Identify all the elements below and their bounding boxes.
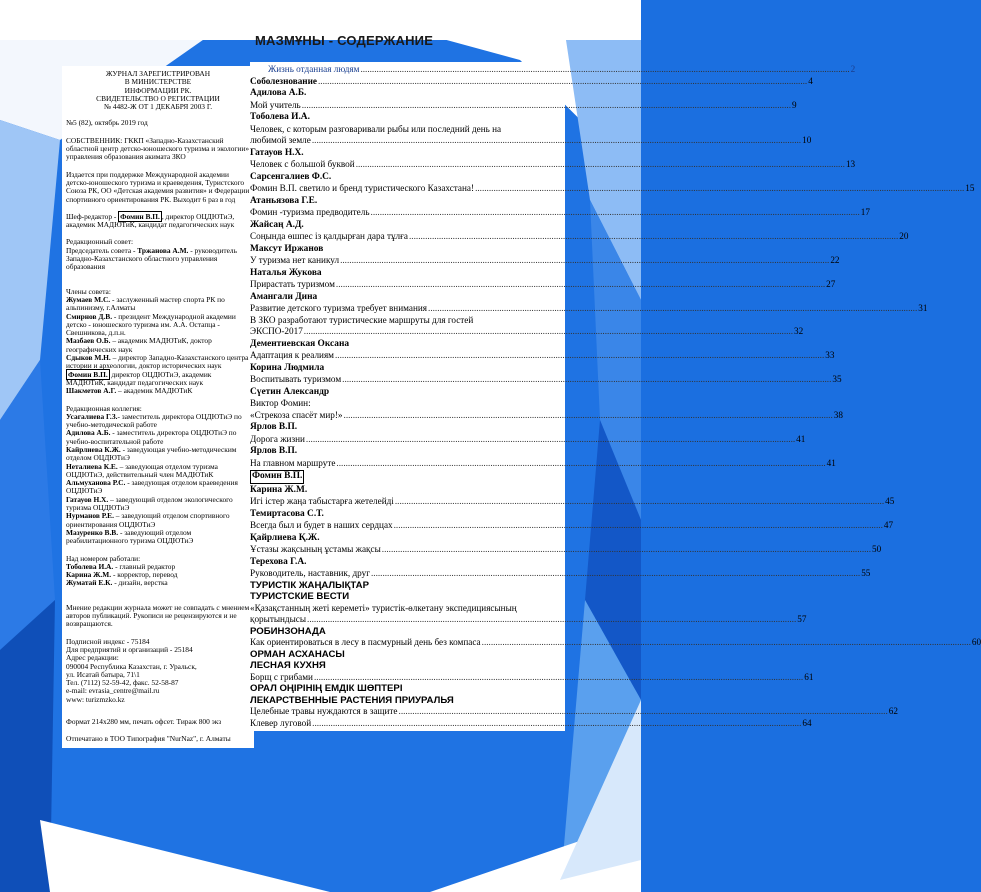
toc-author: Корина Людмила (250, 362, 325, 373)
toc-leader-dots (482, 637, 971, 649)
member-entry: Жумаев М.С. - заслуженный мастер спорта РК по альпинизму, г.Алматы (66, 294, 225, 313)
toc-section-heading: ОРАЛ ОҢІРІНІҢ ЕМДІК ШӨПТЕРІ (250, 683, 403, 694)
contact-line: Адрес редакции: (66, 653, 119, 663)
toc-author: Атаньязова Г.Е. (250, 195, 318, 206)
contact-line: ул. Исатай батыра, 71\1 (66, 669, 140, 679)
toc-page-number: 50 (872, 544, 882, 554)
toc-leader-dots (344, 410, 833, 422)
toc-entry[interactable] (250, 350, 835, 362)
toc-leader-dots (318, 76, 807, 88)
toc-author: Гатауов Н.Х. (250, 147, 304, 158)
toc-leader-dots (336, 279, 825, 291)
toc-page-number: 20 (899, 231, 909, 241)
toc-leader-dots (340, 255, 829, 267)
toc-author: Фомин В.П. (250, 469, 565, 484)
toc-page-number: 31 (918, 303, 928, 313)
toc-page-number: 38 (833, 409, 843, 420)
members-heading: Члены совета: (66, 286, 111, 296)
toc-leader-dots (302, 100, 791, 112)
toc-entry-title: Целебные травы нуждаются в защите (250, 706, 398, 716)
toc-entry-title: Ұстазы жақсының ұстамы жақсы (250, 544, 381, 554)
toc-section-heading: ОРМАН АСХАНАСЫ (250, 648, 345, 660)
toc-entry-title: Прирастать туризмом (250, 279, 335, 289)
toc-author: Тоболева И.А. (250, 112, 310, 122)
owner-text: СОБСТВЕННИК: ГККП «Западно-Казахстанский областной центр детско-юношеского туризма и экологии» управления образования акимата ЗКО (66, 135, 250, 162)
contact-line: www: turizmzko.kz (66, 694, 125, 704)
toc-page-number: 17 (860, 207, 870, 217)
council-heading: Редакционный совет: (66, 237, 134, 247)
toc-entry-title: Жизнь отданная людям (268, 64, 360, 74)
staff-entry: Тоболева И.А. - главный редактор (66, 561, 176, 571)
board-list (66, 413, 250, 546)
contact-line: Для предприятий и организаций - 25184 (66, 644, 193, 654)
toc-page-number: 41 (796, 433, 806, 444)
toc-title-line: «Қазақстанның жеті кереметі» туристік-өлкетану экспедициясының (250, 602, 517, 613)
toc-entry[interactable] (250, 433, 806, 446)
toc-leader-dots (335, 350, 824, 362)
published-text: Издается при поддержке Международной академии детско-юношеского туризма и краеведения, Туристского Союза РК, ОО «Детская академия развития» и Федерации спортивного ориентирования РК. Выходит 6 раз в год (66, 169, 250, 204)
toc-leader-dots (314, 672, 803, 684)
disclaimer-text: Мнение редакции журнала может не совпадать с мнением авторов публикаций. Рукописи не рецензируются и не возвращаются. (66, 602, 250, 629)
toc-entry-title: Соңында өшпес із қалдырған дара тұлға (250, 231, 408, 241)
toc-leader-dots (360, 64, 849, 76)
toc-entry-title: Фомин -туризма предводитель (250, 207, 370, 217)
toc-entry-title: Руководитель, наставник, друг (250, 568, 370, 578)
toc-entry[interactable] (250, 135, 812, 147)
toc-entry[interactable] (250, 64, 856, 76)
toc-entry-title: «Стрекоза спасёт мир!» (250, 409, 343, 420)
toc-author: Сүетин Александр (250, 386, 330, 397)
toc-section-heading: ТУРИСТІК ЖАҢАЛЫҚТАР (250, 579, 369, 591)
toc-entry[interactable] (250, 614, 807, 626)
toc-entry-title: У туризма нет каникул (250, 255, 340, 265)
contact-line: Подписной индекс - 75184 (66, 636, 150, 646)
toc-author: Максут Иржанов (250, 243, 324, 254)
board-entry: Гатауов Н.Х. – заведующий отделом экологического туризма ОЦДЮТиЭ (66, 494, 233, 513)
toc-entry-title: Человек с большой буквой (250, 159, 355, 169)
toc-entry[interactable] (250, 717, 812, 730)
member-entry: Фомин В.П. директор ОЦДЮТиЭ, академик МАДЮТиК, кандидат педагогических наук (66, 369, 212, 387)
toc-entry[interactable] (250, 183, 975, 195)
toc-entry[interactable] (250, 457, 836, 470)
chief-editor: Шеф-редактор - Фомин В.П. , директор ОЦДЮТиЭ, академик МАДЮТиК, кандидат педагогических наук (66, 211, 235, 230)
toc-entry-title: Как ориентироваться в лесу в пасмурный день без компаса (250, 637, 481, 647)
staff-heading: Над номером работали: (66, 553, 141, 563)
toc-entry[interactable] (250, 374, 842, 386)
toc-entry[interactable] (250, 671, 814, 684)
contact-line: e-mail: evrasia_centre@mail.ru (66, 686, 160, 696)
toc-entry-title: любимой земле (250, 135, 311, 145)
toc-author: Наталья Жукова (250, 267, 322, 278)
toc-leader-dots (371, 568, 860, 580)
toc-leader-dots (306, 434, 795, 446)
toc-page-number: 57 (797, 614, 807, 624)
toc-leader-dots (356, 159, 845, 171)
toc-page-number: 47 (883, 520, 894, 530)
toc-author: Ярлов В.П. (250, 422, 298, 432)
toc-entry-title: Клевер луговой (250, 717, 312, 728)
toc-entry[interactable] (250, 568, 871, 580)
board-entry: Усагалиева Г.З.- заместитель директора ОЦДЮТиЭ по учебно-методической работе (66, 411, 242, 430)
contact-line: Тел. (7112) 52-59-42, факс. 52-58-87 (66, 678, 179, 688)
toc-leader-dots (399, 706, 888, 718)
toc-section-heading: РОБИНЗОНАДА (250, 625, 326, 637)
toc-leader-dots (336, 458, 825, 470)
toc-page-number: 64 (802, 717, 812, 728)
toc-author: Карина Ж.М. (250, 484, 308, 495)
toc-page-number: 62 (888, 706, 898, 716)
imprint-column (62, 66, 254, 748)
members-list (66, 296, 250, 396)
toc-page-number: 10 (802, 135, 812, 145)
toc-author: Дементиевская Оксана (250, 338, 350, 349)
toc-entry-title: Развитие детского туризма требует внимания (250, 303, 428, 313)
toc-entry[interactable] (250, 207, 870, 219)
toc-entry[interactable] (250, 326, 804, 338)
board-entry: Нурманов Р.Е. – заведующий отделом спортивного ориентирования ОЦДЮТиЭ (66, 511, 230, 529)
toc-entry[interactable] (250, 255, 840, 267)
toc-page-number: 22 (830, 255, 840, 265)
staff-list (66, 563, 250, 588)
toc-entry-title: Фомин В.П. светило и бренд туристического Казахстана! (250, 183, 475, 193)
toc-entry[interactable] (250, 520, 894, 532)
toc-entry[interactable] (250, 496, 895, 508)
toc-page-number: 4 (808, 75, 813, 86)
member-entry: Шакметов А.Г. – академик МАДЮТиК (66, 386, 193, 396)
toc-title-line: Человек, с которым разговаривали рыбы или последний день на (250, 123, 502, 134)
toc-leader-dots (342, 374, 831, 386)
toc-entry[interactable] (250, 75, 813, 88)
board-entry: Мазуренко В.В. - заведующий отделом реабилитационного туризма ОЦДЮТиЭ (66, 527, 194, 546)
toc-leader-dots (475, 183, 964, 195)
toc-page-number: 15 (965, 183, 975, 193)
board-entry: Альмуханова Р.С. - заведующая отделом краеведения ОЦДЮТиЭ (66, 478, 238, 496)
toc-section-heading: ТУРИСТСКИЕ ВЕСТИ (250, 591, 350, 602)
toc-entry-title: Адаптация к реалиям (250, 350, 334, 360)
toc-page-number: 9 (791, 99, 797, 110)
toc-entry[interactable] (250, 159, 856, 171)
toc-page-number: 55 (861, 568, 871, 578)
toc-entry[interactable] (250, 544, 882, 556)
toc-entry-title: Борщ с грибами (250, 671, 313, 682)
board-entry: Кайрлиева К.Ж. - заведующая учебно-методическим отделом ОЦДЮТиЭ (66, 444, 237, 463)
toc-page-number: 35 (832, 374, 842, 384)
toc-page-number: 2 (850, 64, 856, 74)
toc-page-number: 60 (971, 637, 981, 647)
issue-number: №5 (82), октябрь 2019 год (66, 118, 148, 128)
toc-page-number: 41 (826, 457, 836, 468)
printed-text: Отпечатано в ТОО Типография "NurNaz", г. Алматы (66, 734, 231, 744)
toc-entry-title: Соболезнование (250, 75, 317, 86)
toc-leader-dots (428, 303, 917, 315)
toc-title-line: Виктор Фомин: (250, 398, 311, 408)
toc-section-heading: ЛЕКАРСТВЕННЫЕ РАСТЕНИЯ ПРИУРАЛЬЯ (250, 694, 454, 706)
toc-leader-dots (312, 135, 801, 147)
toc-entry[interactable] (250, 409, 843, 422)
staff-entry: Карина Ж.М. - корректор, перевод (66, 570, 178, 580)
toc-entry-title: Дорога жизни (250, 433, 305, 444)
toc-author: Ярлов В.П. (250, 446, 298, 456)
board-entry: Неталиева К.Е. – заведующая отделом туризма ОЦДЮТиЭ, действительный член МАДЮТиК (66, 461, 218, 479)
contact-line: 090004 Республика Казахстан, г. Уральск, (66, 661, 197, 671)
toc-entry[interactable] (250, 303, 928, 315)
toc-entry[interactable] (250, 231, 909, 243)
toc-author: Терехова Г.А. (250, 556, 307, 567)
toc-page-number: 33 (825, 350, 835, 360)
toc-entry-title: Игі істер жаңа табыстарға жетелейді (250, 496, 394, 506)
toc-page-number: 32 (794, 326, 804, 336)
registration-block: ЖУРНАЛ ЗАРЕГИСТРИРОВАН В МИНИСТЕРСТВЕ ИНФОРМАЦИИ РК. СВИДЕТЕЛЬСТВО О РЕГИСТРАЦИИ № 4482-Ж ОТ 1 ДЕКАБРЯ 2003 Г. (96, 69, 220, 112)
format-text: Формат 214х280 мм, печать офсет. Тираж 800 экз (66, 717, 222, 726)
toc-leader-dots (394, 520, 883, 532)
toc-leader-dots (409, 231, 898, 243)
toc-author: Темиртасова С.Т. (250, 508, 324, 519)
toc-entry[interactable] (250, 637, 981, 649)
toc-entry[interactable] (250, 99, 797, 112)
member-entry: Мазбаев О.Б. – академик МАДЮТиК, доктор географических наук (66, 336, 212, 354)
toc-title-line: В ЗКО разработают туристические маршруты для гостей (250, 314, 474, 325)
toc-entry[interactable] (250, 279, 836, 291)
toc-page-number: 61 (804, 671, 814, 682)
toc-author: Қайрлиева Қ.Ж. (250, 532, 320, 543)
board-entry: Адилова А.Б. - заместитель директора ОЦДЮТиЭ по учебно-воспитательной работе (66, 428, 237, 446)
toc-leader-dots (371, 207, 860, 219)
toc-page-number: 27 (826, 279, 836, 289)
toc-entry-title: Всегда был и будет в наших сердцах (250, 520, 393, 530)
toc-page-number: 13 (845, 159, 856, 169)
member-entry: Сдыков М.Н. – директор Западно-Казахстанского центра истории и археологии, доктор исторических наук (66, 353, 249, 371)
toc-entry-title: қорытындысы (250, 614, 307, 624)
toc-leader-dots (312, 718, 801, 730)
toc-author: Адилова А.Б. (250, 88, 307, 98)
toc-leader-dots (304, 326, 793, 338)
toc-section-heading: ЛЕСНАЯ КУХНЯ (250, 660, 326, 671)
toc-leader-dots (395, 496, 884, 508)
toc-leader-dots (382, 544, 871, 556)
toc-entry[interactable] (250, 706, 898, 718)
toc-leader-dots (307, 614, 796, 626)
toc-entry-title: ЭКСПО-2017 (250, 326, 303, 336)
toc-entry-title: На главном маршруте (250, 457, 336, 468)
toc-entry-title: Мой учитель (250, 99, 301, 110)
council-chair: Председатель совета - Тржанова А.М. - руководитель Западно-Казахстанского областного управления образования (66, 245, 237, 272)
page-title: МАЗМҰНЫ - СОДЕРЖАНИЕ (255, 33, 434, 48)
staff-entry: Жуматай Е.К. - дизайн, верстка (66, 578, 168, 588)
contents-list (250, 62, 981, 731)
toc-author: Амангали Дина (250, 291, 318, 302)
toc-entry-title: Воспитывать туризмом (250, 374, 342, 384)
toc-author: Жайсаң А.Д. (250, 219, 304, 230)
toc-author: Сарсенгалиев Ф.С. (250, 171, 332, 182)
contacts-block (66, 638, 250, 704)
toc-page-number: 45 (885, 496, 895, 506)
member-entry: Смирнов Д.В. - президент Международной академии детско - юношеского туризма им. А.А. Остапца - Свешникова, д.п.н. (66, 311, 236, 338)
board-heading: Редакционная коллегия: (66, 403, 142, 413)
